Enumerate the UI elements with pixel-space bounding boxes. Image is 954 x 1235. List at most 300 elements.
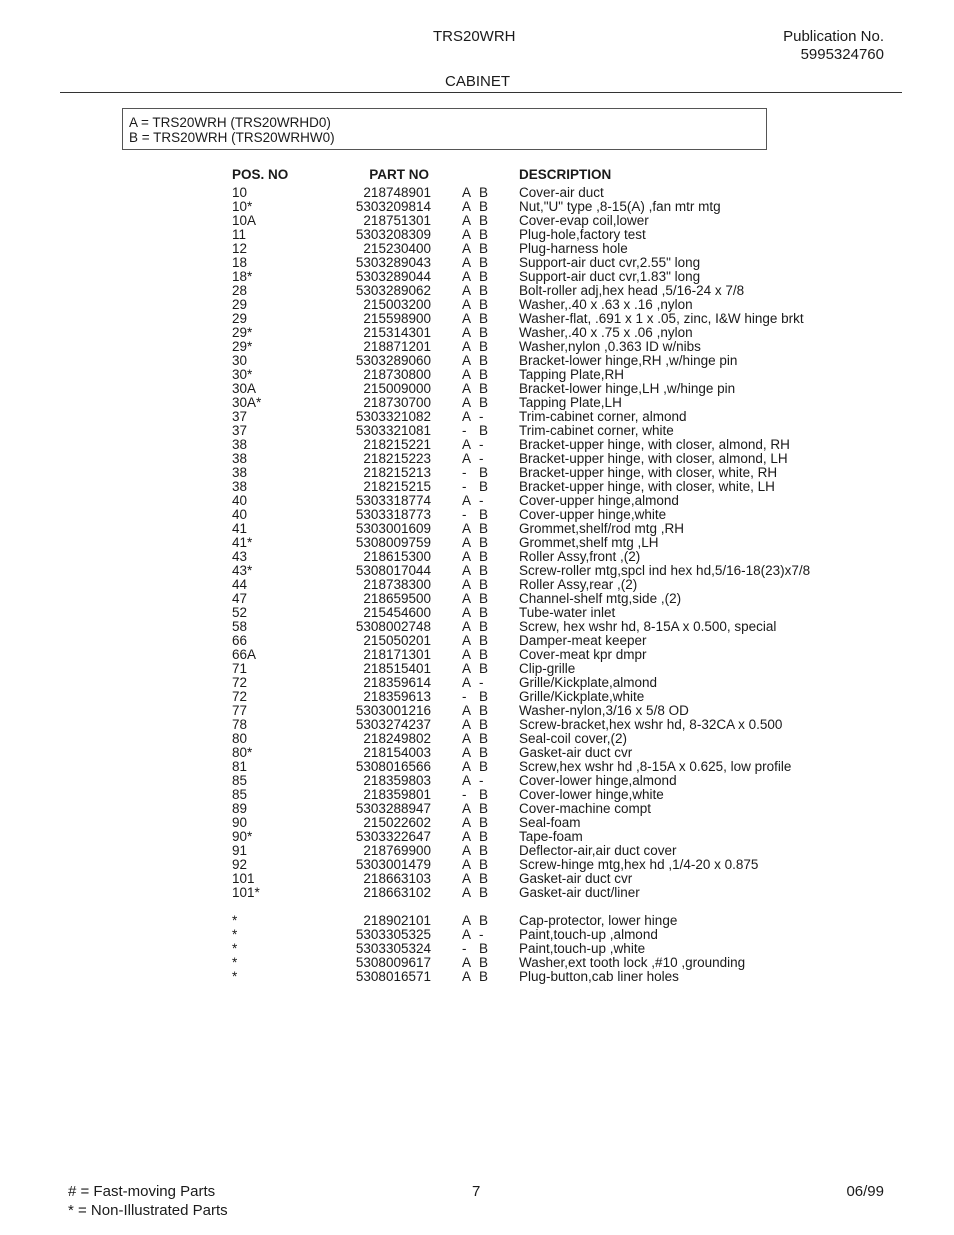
cell-pos-no: 38 — [232, 451, 248, 466]
publication-number: 5995324760 — [800, 46, 884, 63]
cell-model-b: B — [479, 619, 489, 634]
cell-description: Tapping Plate,LH — [519, 395, 622, 410]
cell-part-no: 218215215 — [363, 479, 431, 494]
cell-pos-no: 29 — [232, 297, 248, 312]
cell-model-b: B — [479, 381, 489, 396]
cell-description: Cover-upper hinge,white — [519, 507, 667, 522]
table-row — [0, 718, 954, 732]
publication-label: Publication No. — [783, 28, 884, 45]
cell-model-a: A — [462, 563, 472, 578]
cell-model-a: A — [462, 297, 472, 312]
cell-part-no: 218359613 — [363, 689, 431, 704]
cell-pos-no: 101 — [232, 871, 255, 886]
table-row — [0, 858, 954, 872]
cell-model-a: A — [462, 871, 472, 886]
table-row — [0, 522, 954, 536]
cell-description: Paint,touch-up ,almond — [519, 927, 658, 942]
table-row — [0, 340, 954, 354]
cell-part-no: 5303289062 — [355, 283, 431, 298]
table-row — [0, 424, 954, 438]
table-row — [0, 592, 954, 606]
cell-pos-no: 91 — [232, 843, 248, 858]
cell-part-no: 5303209814 — [355, 199, 431, 214]
cell-model-a: A — [462, 521, 472, 536]
cell-model-a: A — [462, 367, 472, 382]
cell-description: Nut,"U" type ,8-15(A) ,fan mtr mtg — [519, 199, 721, 214]
cell-pos-no: 29* — [232, 325, 253, 340]
cell-model-b: B — [479, 367, 489, 382]
cell-part-no: 215598900 — [363, 311, 431, 326]
cell-model-b: B — [479, 787, 489, 802]
cell-description: Support-air duct cvr,1.83" long — [519, 269, 701, 284]
cell-model-a: A — [462, 913, 472, 928]
cell-model-b: - — [479, 409, 484, 424]
cell-description: Grommet,shelf/rod mtg ,RH — [519, 521, 685, 536]
legend-line-a: A = TRS20WRH (TRS20WRHD0) — [129, 115, 331, 130]
cell-description: Screw, hex wshr hd, 8-15A x 0.500, special — [519, 619, 777, 634]
cell-description: Plug-button,cab liner holes — [519, 969, 679, 984]
cell-model-a: - — [462, 941, 467, 956]
cell-description: Deflector-air,air duct cover — [519, 843, 677, 858]
cell-model-a: A — [462, 227, 472, 242]
cell-part-no: 215009000 — [363, 381, 431, 396]
cell-model-b: - — [479, 437, 484, 452]
cell-pos-no: 66A — [232, 647, 257, 662]
parts-table — [0, 166, 954, 984]
table-row — [0, 298, 954, 312]
cell-model-b: B — [479, 955, 489, 970]
cell-part-no: 5303288947 — [355, 801, 431, 816]
cell-pos-no: * — [232, 969, 238, 984]
cell-pos-no: 81 — [232, 759, 248, 774]
cell-model-a: A — [462, 591, 472, 606]
table-row — [0, 788, 954, 802]
cell-description: Cover-evap coil,lower — [519, 213, 649, 228]
cell-pos-no: 85 — [232, 787, 248, 802]
cell-pos-no: 28 — [232, 283, 248, 298]
cell-model-b: B — [479, 801, 489, 816]
cell-model-b: B — [479, 269, 489, 284]
cell-part-no: 5303001479 — [355, 857, 431, 872]
cell-model-a: - — [462, 689, 467, 704]
cell-part-no: 218215221 — [363, 437, 431, 452]
table-row — [0, 886, 954, 900]
cell-model-b: B — [479, 717, 489, 732]
cell-description: Roller Assy,rear ,(2) — [519, 577, 638, 592]
table-row — [0, 802, 954, 816]
cell-model-a: A — [462, 255, 472, 270]
cell-model-a: A — [462, 661, 472, 676]
cell-model-a: - — [462, 479, 467, 494]
table-spacer — [0, 900, 954, 914]
cell-part-no: 215454600 — [363, 605, 431, 620]
table-row — [0, 368, 954, 382]
table-row — [0, 704, 954, 718]
cell-description: Bracket-upper hinge, with closer, white, RH — [519, 465, 778, 480]
cell-model-a: A — [462, 815, 472, 830]
table-header — [0, 166, 954, 186]
cell-part-no: 215050201 — [363, 633, 431, 648]
cell-pos-no: 101* — [232, 885, 260, 900]
legend-line-b: B = TRS20WRH (TRS20WRHW0) — [129, 130, 335, 145]
cell-model-a: - — [462, 423, 467, 438]
cell-pos-no: 58 — [232, 619, 248, 634]
cell-model-a: A — [462, 353, 472, 368]
cell-model-a: A — [462, 857, 472, 872]
cell-model-b: B — [479, 661, 489, 676]
cell-model-a: A — [462, 745, 472, 760]
cell-model-b: B — [479, 941, 489, 956]
cell-model-a: A — [462, 535, 472, 550]
cell-pos-no: 30* — [232, 367, 253, 382]
table-row — [0, 396, 954, 410]
cell-part-no: 215230400 — [363, 241, 431, 256]
cell-part-no: 5303322647 — [355, 829, 431, 844]
cell-model-b: B — [479, 689, 489, 704]
header-description: DESCRIPTION — [519, 167, 612, 182]
cell-model-b: B — [479, 731, 489, 746]
cell-pos-no: 29* — [232, 339, 253, 354]
cell-part-no: 5303318773 — [355, 507, 431, 522]
cell-part-no: 218359803 — [363, 773, 431, 788]
cell-pos-no: * — [232, 913, 238, 928]
cell-description: Cap-protector, lower hinge — [519, 913, 678, 928]
cell-part-no: 218751301 — [363, 213, 431, 228]
cell-part-no: 218171301 — [363, 647, 431, 662]
table-row — [0, 214, 954, 228]
cell-pos-no: 44 — [232, 577, 248, 592]
cell-model-b: B — [479, 563, 489, 578]
cell-description: Support-air duct cvr,2.55" long — [519, 255, 701, 270]
cell-model-b: - — [479, 493, 484, 508]
table-row — [0, 494, 954, 508]
cell-model-a: A — [462, 437, 472, 452]
cell-model-a: A — [462, 339, 472, 354]
cell-part-no: 215022602 — [363, 815, 431, 830]
table-row — [0, 774, 954, 788]
cell-description: Gasket-air duct/liner — [519, 885, 640, 900]
section-title: CABINET — [445, 73, 511, 90]
cell-model-a: A — [462, 773, 472, 788]
cell-model-b: B — [479, 815, 489, 830]
cell-model-a: A — [462, 241, 472, 256]
cell-model-b: B — [479, 745, 489, 760]
cell-part-no: 218154003 — [363, 745, 431, 760]
cell-pos-no: 10* — [232, 199, 253, 214]
cell-model-a: A — [462, 969, 472, 984]
cell-model-a: A — [462, 717, 472, 732]
table-body-extra — [0, 914, 954, 984]
cell-description: Grommet,shelf mtg ,LH — [519, 535, 659, 550]
cell-description: Washer,nylon ,0.363 ID w/nibs — [519, 339, 701, 354]
cell-model-b: B — [479, 395, 489, 410]
table-row — [0, 270, 954, 284]
cell-description: Cover-meat kpr dmpr — [519, 647, 647, 662]
cell-model-a: A — [462, 199, 472, 214]
cell-pos-no: 71 — [232, 661, 248, 676]
cell-description: Washer-nylon,3/16 x 5/8 OD — [519, 703, 689, 718]
cell-model-b: B — [479, 241, 489, 256]
cell-pos-no: 43* — [232, 563, 253, 578]
cell-model-a: A — [462, 633, 472, 648]
table-row — [0, 844, 954, 858]
cell-model-b: - — [479, 451, 484, 466]
cell-pos-no: 85 — [232, 773, 248, 788]
cell-model-b: - — [479, 927, 484, 942]
table-row — [0, 438, 954, 452]
cell-model-a: - — [462, 465, 467, 480]
cell-part-no: 218871201 — [363, 339, 431, 354]
cell-model-a: A — [462, 549, 472, 564]
cell-description: Gasket-air duct cvr — [519, 745, 633, 760]
cell-pos-no: 89 — [232, 801, 248, 816]
cell-model-b: B — [479, 591, 489, 606]
cell-description: Cover-upper hinge,almond — [519, 493, 679, 508]
cell-model-a: A — [462, 605, 472, 620]
footer-fast-moving-note: # = Fast-moving Parts — [68, 1183, 216, 1200]
header-pos-no: POS. NO — [232, 167, 289, 182]
cell-model-b: B — [479, 871, 489, 886]
cell-pos-no: 18 — [232, 255, 248, 270]
cell-pos-no: 72 — [232, 675, 248, 690]
cell-model-b: B — [479, 535, 489, 550]
cell-description: Tube-water inlet — [519, 605, 616, 620]
cell-model-a: A — [462, 759, 472, 774]
cell-model-b: B — [479, 423, 489, 438]
cell-model-b: B — [479, 325, 489, 340]
table-row — [0, 760, 954, 774]
cell-description: Gasket-air duct cvr — [519, 871, 633, 886]
cell-model-b: - — [479, 773, 484, 788]
cell-part-no: 5303305324 — [355, 941, 431, 956]
table-row — [0, 242, 954, 256]
cell-model-a: A — [462, 577, 472, 592]
cell-part-no: 5303318774 — [355, 493, 431, 508]
cell-description: Seal-foam — [519, 815, 581, 830]
cell-pos-no: 90* — [232, 829, 253, 844]
header-divider — [60, 92, 902, 93]
cell-description: Washer,.40 x .63 x .16 ,nylon — [519, 297, 693, 312]
cell-part-no: 218215223 — [363, 451, 431, 466]
cell-model-b: B — [479, 213, 489, 228]
cell-part-no: 5303289043 — [355, 255, 431, 270]
cell-pos-no: 41 — [232, 521, 248, 536]
cell-model-b: B — [479, 577, 489, 592]
table-row — [0, 816, 954, 830]
cell-pos-no: 80* — [232, 745, 253, 760]
cell-model-a: A — [462, 283, 472, 298]
table-row — [0, 354, 954, 368]
cell-pos-no: 10A — [232, 213, 257, 228]
cell-part-no: 218730700 — [363, 395, 431, 410]
cell-part-no: 218359801 — [363, 787, 431, 802]
cell-part-no: 218663102 — [363, 885, 431, 900]
cell-part-no: 5303289044 — [355, 269, 431, 284]
cell-description: Bracket-upper hinge, with closer, almond, LH — [519, 451, 788, 466]
table-row — [0, 312, 954, 326]
table-row — [0, 326, 954, 340]
cell-pos-no: 40 — [232, 507, 248, 522]
table-row — [0, 200, 954, 214]
cell-part-no: 218738300 — [363, 577, 431, 592]
cell-description: Trim-cabinet corner, almond — [519, 409, 687, 424]
cell-part-no: 215003200 — [363, 297, 431, 312]
cell-pos-no: 10 — [232, 185, 248, 200]
cell-pos-no: * — [232, 955, 238, 970]
cell-pos-no: * — [232, 927, 238, 942]
cell-part-no: 218748901 — [363, 185, 431, 200]
cell-pos-no: 47 — [232, 591, 248, 606]
cell-pos-no: 80 — [232, 731, 248, 746]
cell-pos-no: 37 — [232, 423, 248, 438]
cell-model-b: B — [479, 353, 489, 368]
cell-part-no: 218769900 — [363, 843, 431, 858]
cell-pos-no: 29 — [232, 311, 248, 326]
table-row — [0, 606, 954, 620]
model-legend-box — [122, 108, 767, 150]
table-row — [0, 676, 954, 690]
cell-pos-no: 52 — [232, 605, 248, 620]
cell-model-b: B — [479, 297, 489, 312]
cell-part-no: 218659500 — [363, 591, 431, 606]
cell-description: Bolt-roller adj,hex head ,5/16-24 x 7/8 — [519, 283, 745, 298]
cell-description: Tape-foam — [519, 829, 583, 844]
cell-description: Bracket-lower hinge,LH ,w/hinge pin — [519, 381, 736, 396]
cell-part-no: 218515401 — [363, 661, 431, 676]
cell-part-no: 5308016571 — [355, 969, 431, 984]
cell-model-a: A — [462, 647, 472, 662]
cell-part-no: 218615300 — [363, 549, 431, 564]
cell-description: Roller Assy,front ,(2) — [519, 549, 641, 564]
cell-description: Screw-bracket,hex wshr hd, 8-32CA x 0.500 — [519, 717, 783, 732]
cell-part-no: 5308016566 — [355, 759, 431, 774]
cell-part-no: 5308017044 — [355, 563, 431, 578]
cell-description: Washer,ext tooth lock ,#10 ,grounding — [519, 955, 746, 970]
cell-model-a: A — [462, 955, 472, 970]
cell-model-a: A — [462, 801, 472, 816]
cell-part-no: 218663103 — [363, 871, 431, 886]
cell-pos-no: 38 — [232, 465, 248, 480]
table-row — [0, 634, 954, 648]
cell-pos-no: 38 — [232, 437, 248, 452]
cell-model-b: B — [479, 703, 489, 718]
table-row — [0, 564, 954, 578]
cell-model-a: A — [462, 619, 472, 634]
table-row — [0, 690, 954, 704]
cell-model-a: - — [462, 507, 467, 522]
cell-model-a: A — [462, 395, 472, 410]
cell-pos-no: 30A* — [232, 395, 262, 410]
cell-model-a: A — [462, 269, 472, 284]
cell-pos-no: 72 — [232, 689, 248, 704]
cell-description: Screw-hinge mtg,hex hd ,1/4-20 x 0.875 — [519, 857, 759, 872]
cell-description: Screw-roller mtg,spcl ind hex hd,5/16-18(23)x7/8 — [519, 563, 811, 578]
cell-model-b: B — [479, 339, 489, 354]
cell-description: Cover-lower hinge,almond — [519, 773, 677, 788]
cell-model-b: B — [479, 633, 489, 648]
cell-pos-no: 92 — [232, 857, 248, 872]
cell-pos-no: 41* — [232, 535, 253, 550]
cell-description: Plug-hole,factory test — [519, 227, 646, 242]
cell-pos-no: 18* — [232, 269, 253, 284]
cell-pos-no: 40 — [232, 493, 248, 508]
cell-model-b: B — [479, 969, 489, 984]
cell-model-b: B — [479, 311, 489, 326]
cell-part-no: 218730800 — [363, 367, 431, 382]
cell-model-a: - — [462, 787, 467, 802]
table-row — [0, 256, 954, 270]
cell-part-no: 5303001216 — [355, 703, 431, 718]
cell-model-b: B — [479, 857, 489, 872]
cell-pos-no: 43 — [232, 549, 248, 564]
cell-part-no: 5303305325 — [355, 927, 431, 942]
cell-description: Plug-harness hole — [519, 241, 628, 256]
table-row — [0, 550, 954, 564]
cell-model-b: B — [479, 283, 489, 298]
cell-model-a: A — [462, 675, 472, 690]
cell-model-b: B — [479, 185, 489, 200]
cell-part-no: 218359614 — [363, 675, 431, 690]
cell-model-a: A — [462, 451, 472, 466]
cell-description: Washer,.40 x .75 x .06 ,nylon — [519, 325, 693, 340]
cell-model-b: B — [479, 843, 489, 858]
cell-description: Washer-flat, .691 x 1 x .05, zinc, I&W hinge brkt — [519, 311, 804, 326]
cell-model-a: A — [462, 843, 472, 858]
cell-model-a: A — [462, 311, 472, 326]
table-row — [0, 620, 954, 634]
cell-description: Cover-machine compt — [519, 801, 652, 816]
cell-part-no: 5308002748 — [355, 619, 431, 634]
cell-part-no: 5303274237 — [355, 717, 431, 732]
cell-description: Bracket-upper hinge, with closer, white, LH — [519, 479, 775, 494]
cell-model-b: B — [479, 605, 489, 620]
cell-description: Channel-shelf mtg,side ,(2) — [519, 591, 682, 606]
cell-pos-no: 11 — [232, 227, 247, 242]
table-row — [0, 648, 954, 662]
cell-model-b: B — [479, 885, 489, 900]
cell-model-a: A — [462, 927, 472, 942]
table-row — [0, 872, 954, 886]
cell-model-a: A — [462, 409, 472, 424]
cell-part-no: 5303321082 — [355, 409, 431, 424]
cell-model-b: - — [479, 675, 484, 690]
cell-pos-no: 30 — [232, 353, 248, 368]
cell-pos-no: 66 — [232, 633, 248, 648]
cell-part-no: 5303321081 — [355, 423, 431, 438]
table-row — [0, 452, 954, 466]
cell-model-b: B — [479, 255, 489, 270]
cell-model-a: A — [462, 381, 472, 396]
table-row — [0, 956, 954, 970]
cell-model-a: A — [462, 325, 472, 340]
cell-pos-no: 77 — [232, 703, 248, 718]
cell-description: Screw,hex wshr hd ,8-15A x 0.625, low profile — [519, 759, 792, 774]
cell-description: Clip-grille — [519, 661, 576, 676]
cell-model-a: A — [462, 829, 472, 844]
table-row — [0, 480, 954, 494]
cell-part-no: 5303289060 — [355, 353, 431, 368]
table-row — [0, 928, 954, 942]
table-row — [0, 228, 954, 242]
cell-model-b: B — [479, 479, 489, 494]
cell-description: Grille/Kickplate,almond — [519, 675, 658, 690]
cell-description: Paint,touch-up ,white — [519, 941, 646, 956]
page-number: 7 — [472, 1183, 481, 1200]
cell-model-b: B — [479, 759, 489, 774]
cell-model-b: B — [479, 913, 489, 928]
footer-non-illustrated-note: * = Non-Illustrated Parts — [68, 1202, 228, 1219]
cell-model-b: B — [479, 227, 489, 242]
